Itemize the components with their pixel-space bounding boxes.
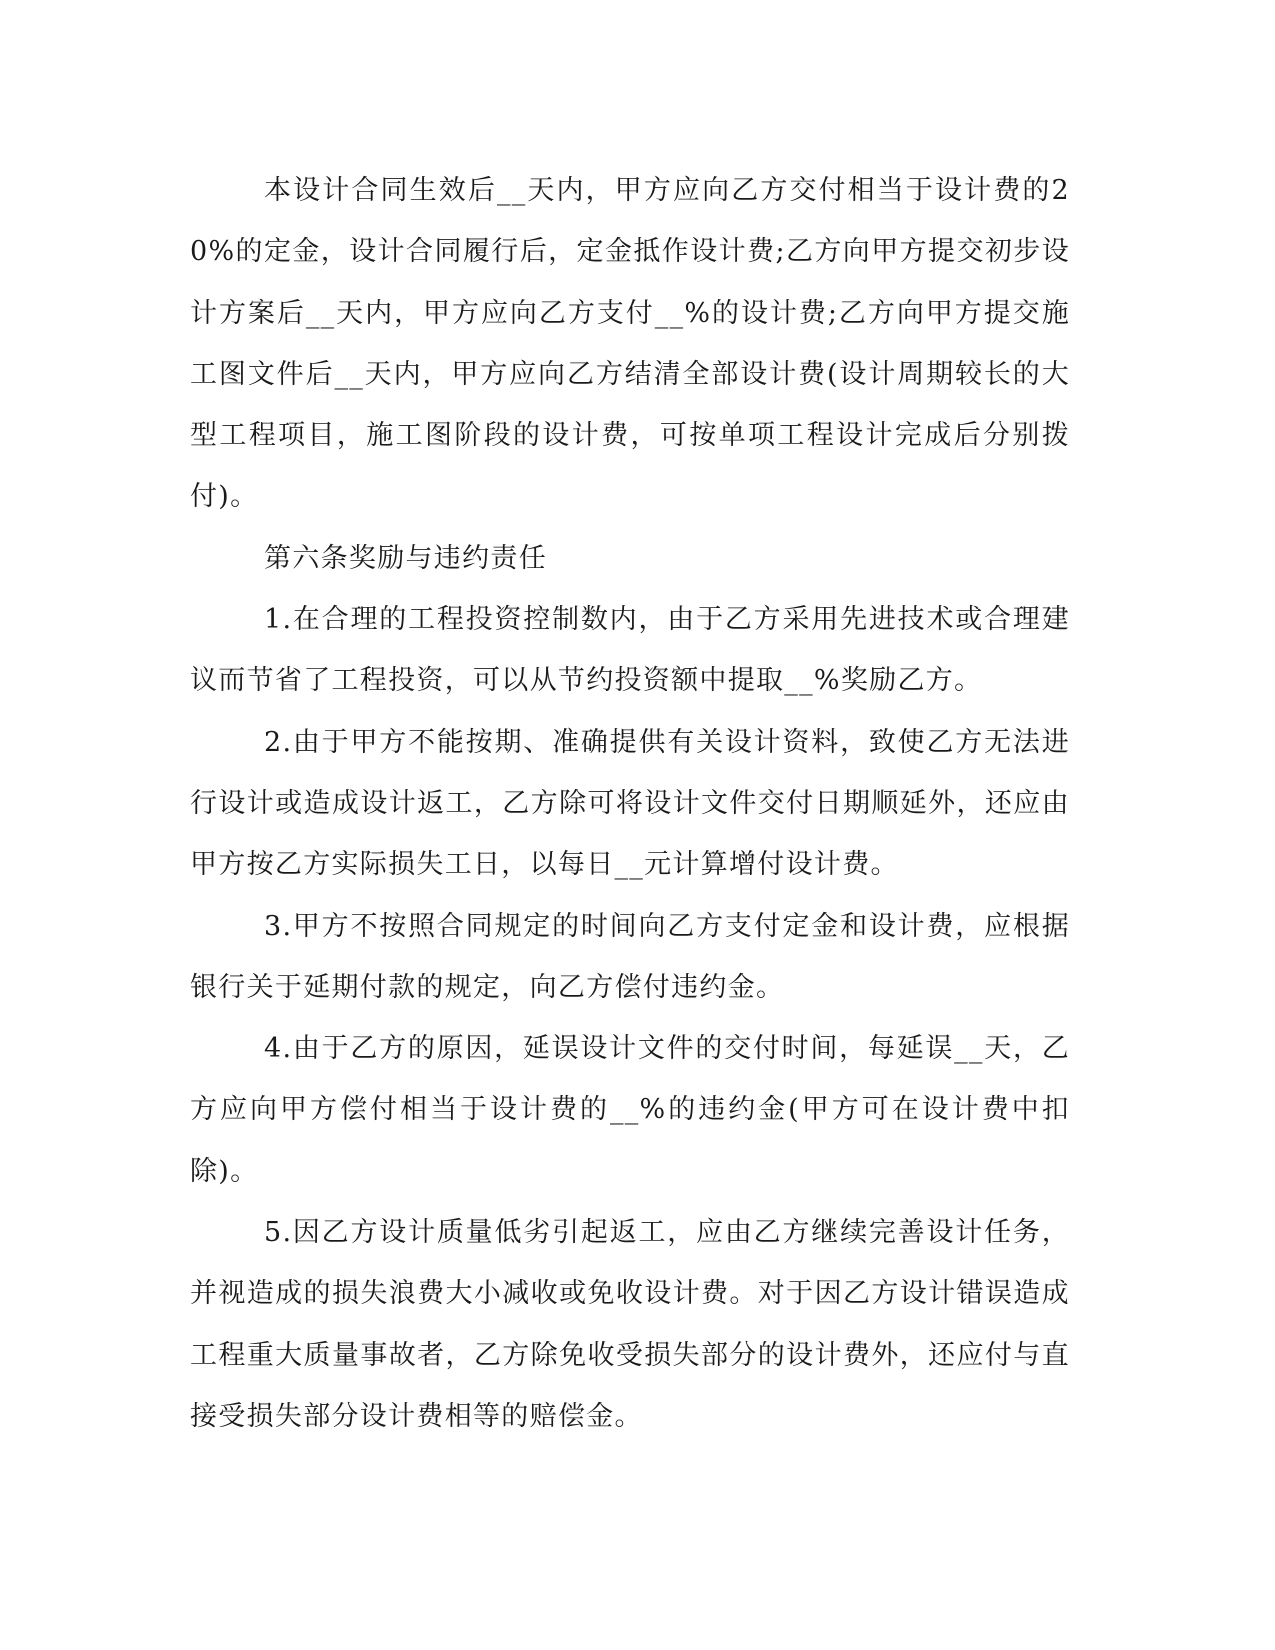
section-heading-article-6: 第六条奖励与违约责任 (264, 542, 547, 574)
payment-terms-paragraph: 本设计合同生效后__天内，甲方应向乙方交付相当于设计费的20%的定金，设计合同履行后，定金抵作设计费;乙方向甲方提交初步设计方案后__天内，甲方应向乙方支付__%的设计费;乙方向甲方提交施工图文件后__天内，甲方应向乙方结清全部设计费(设计周期较长的大型工程项目，施工图阶段的设计费，可按单项工程设计完成后分别拨付)。 (190, 175, 1070, 513)
clause-2-paragraph: 2.由于甲方不能按期、准确提供有关设计资料，致使乙方无法进行设计或造成设计返工，乙方除可将设计文件交付日期顺延外，还应由甲方按乙方实际损失工日，以每日__元计算增付设计费。 (190, 726, 1070, 881)
clause-3-paragraph: 3.甲方不按照合同规定的时间向乙方支付定金和设计费，应根据银行关于延期付款的规定，向乙方偿付违约金。 (190, 910, 1070, 1003)
clause-5-paragraph: 5.因乙方设计质量低劣引起返工，应由乙方继续完善设计任务，并视造成的损失浪费大小减收或免收设计费。对于因乙方设计错误造成工程重大质量事故者，乙方除免收受损失部分的设计费外，还应付与直接受损失部分设计费相等的赔偿金。 (190, 1217, 1070, 1432)
document-page (190, 160, 1070, 1447)
clause-1-paragraph: 1.在合理的工程投资控制数内，由于乙方采用先进技术或合理建议而节省了工程投资，可以从节约投资额中提取__%奖励乙方。 (190, 604, 1070, 697)
clause-4-paragraph: 4.由于乙方的原因，延误设计文件的交付时间，每延误__天，乙方应向甲方偿付相当于设计费的__%的违约金(甲方可在设计费中扣除)。 (190, 1033, 1070, 1187)
